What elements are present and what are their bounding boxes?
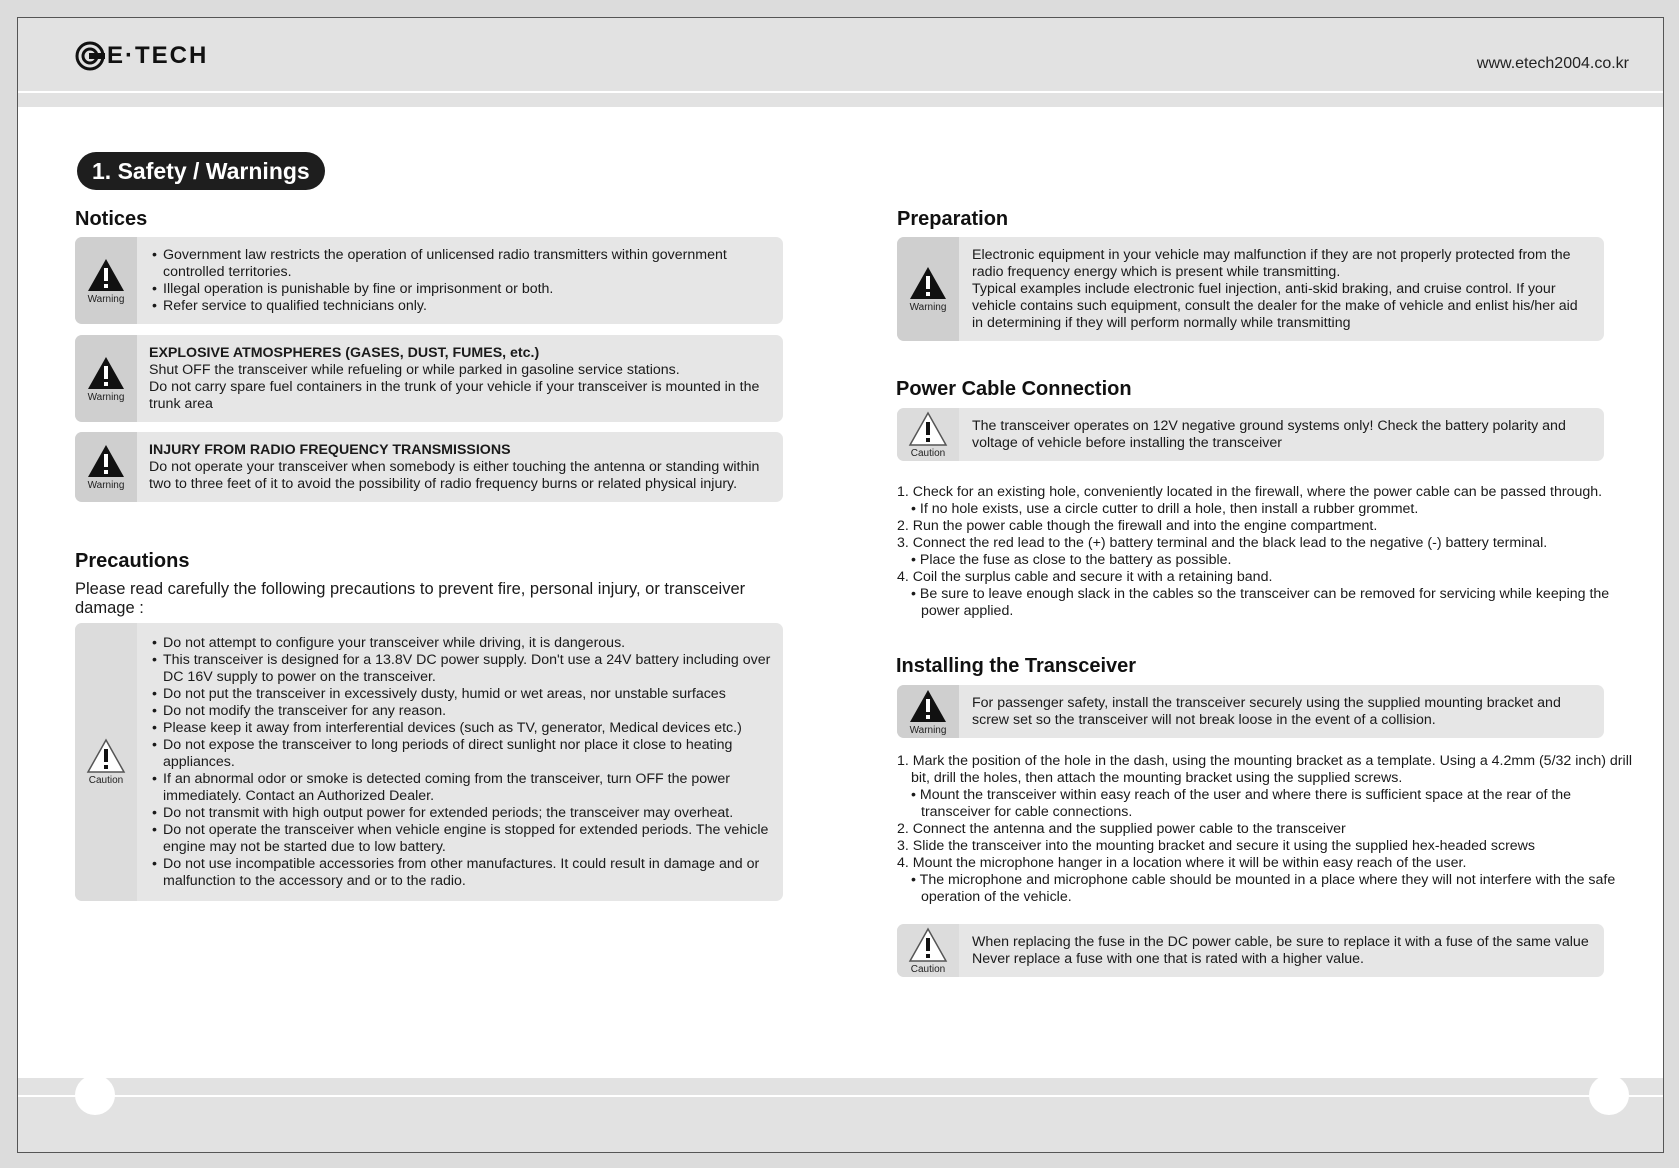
- list-item: • Please keep it away from interferential devices (such as TV, generator, Medical devices etc.): [149, 720, 771, 737]
- warning-icon: [908, 688, 948, 724]
- step-subitem: • The microphone and microphone cable should be mounted in a place where they will not interfere with the safe operation of the vehicle.: [897, 872, 1632, 906]
- header-band: [18, 18, 1663, 91]
- power-cable-caution-box: Caution The transceiver operates on 12V negative ground systems only! Check the battery polarity and voltage of vehicle before installing the transceiver: [897, 408, 1604, 461]
- notice-title: INJURY FROM RADIO FREQUENCY TRANSMISSIONS: [149, 441, 511, 458]
- fuse-caution-box: Caution When replacing the fuse in the DC power cable, be sure to replace it with a fuse of the same value Never replace a fuse with one that is rated with a higher value.: [897, 924, 1604, 977]
- warning-icon: [86, 257, 126, 293]
- website-url[interactable]: www.etech2004.co.kr: [1476, 55, 1629, 72]
- etech-logo-icon: [75, 41, 105, 71]
- warning-icon-cell: Warning: [75, 335, 137, 422]
- list-item: • Do not attempt to configure your transceiver while driving, it is dangerous.: [149, 635, 771, 652]
- precautions-heading: Precautions: [75, 550, 190, 572]
- section-title: 1. Safety / Warnings: [77, 152, 325, 190]
- footer-band: [18, 1078, 1663, 1095]
- list-item: • Refer service to qualified technicians only.: [149, 298, 771, 315]
- warning-icon-cell: Warning: [897, 237, 959, 341]
- step-subitem: • If no hole exists, use a circle cutter to drill a hole, then install a rubber grommet.: [897, 501, 1627, 518]
- warning-icon: [908, 265, 948, 301]
- warning-icon-cell: Warning: [897, 685, 959, 738]
- warning-icon-cell: Warning: [75, 432, 137, 502]
- page-number-left: [75, 1075, 115, 1115]
- step-item: 4. Coil the surplus cable and secure it with a retaining band.: [897, 569, 1273, 585]
- notice-box-explosive: Warning EXPLOSIVE ATMOSPHERES (GASES, DUST, FUMES, etc.) Shut OFF the transceiver while refueling or while parked in gasoline service stations. Do not carry spare fuel containers in the trunk of your vehicle if your transceiver is mounted in the trunk area: [75, 335, 783, 422]
- step-item: 3. Slide the transceiver into the mounting bracket and secure it using the supplied hex-headed screws: [897, 838, 1536, 854]
- caution-icon-cell: Caution: [897, 924, 959, 977]
- precautions-intro: Please read carefully the following precautions to prevent fire, personal injury, or transceiver damage :: [75, 580, 746, 617]
- step-item: 4. Mount the microphone hanger in a location where it will be within easy reach of the user.: [897, 855, 1467, 871]
- manual-page: [17, 17, 1664, 1153]
- notice-list: [149, 247, 771, 315]
- step-item: 2. Run the power cable though the firewall and into the engine compartment.: [897, 518, 1378, 534]
- list-item: • Government law restricts the operation of unlicensed radio transmitters within government controlled territories.: [149, 247, 771, 281]
- caution-icon-cell: Caution: [75, 623, 137, 901]
- power-cable-heading: Power Cable Connection: [896, 378, 1132, 400]
- power-cable-steps: [897, 484, 1627, 620]
- caution-icon: [86, 738, 126, 774]
- page-number-right: [1589, 1075, 1629, 1115]
- precautions-list: [149, 635, 771, 890]
- list-item: • Do not operate the transceiver when vehicle engine is stopped for extended periods. The vehicle engine may not be started due to low battery.: [149, 822, 771, 856]
- notices-heading: Notices: [75, 208, 148, 230]
- step-subitem: • Mount the transceiver within easy reach of the user and where there is sufficient space at the rear of the transceiver for cable connections.: [897, 787, 1632, 821]
- step-subitem: • Place the fuse as close to the battery as possible.: [897, 552, 1627, 569]
- notice-title: EXPLOSIVE ATMOSPHERES (GASES, DUST, FUMES, etc.): [149, 344, 540, 361]
- caution-icon: [908, 927, 948, 963]
- list-item: • Illegal operation is punishable by fine or imprisonment or both.: [149, 281, 771, 298]
- installing-warning-box: Warning For passenger safety, install the transceiver securely using the supplied mounting bracket and screw set so the transceiver will not break loose in the event of a collision.: [897, 685, 1604, 738]
- etech-logo: [75, 41, 208, 71]
- step-item: 3. Connect the red lead to the (+) battery terminal and the black lead to the negative (-) battery terminal.: [897, 535, 1548, 551]
- step-item: 2. Connect the antenna and the supplied power cable to the transceiver: [897, 821, 1346, 837]
- preparation-box: Warning Electronic equipment in your vehicle may malfunction if they are not properly protected from the radio frequency energy which is present while transmitting. Typical examples include electronic fuel injection, anti-skid braking, and cruise control. If your vehicle contains such equipment, consult the dealer for the make of vehicle and enlist his/her aid in determining if they will perform normally while transmitting: [897, 237, 1604, 341]
- warning-icon-cell: Warning: [75, 237, 137, 324]
- precautions-box: [75, 623, 783, 901]
- warning-icon: [86, 443, 126, 479]
- notice-box-rf: Warning INJURY FROM RADIO FREQUENCY TRANSMISSIONS Do not operate your transceiver when somebody is either touching the antenna or standing within two to three feet of it to avoid the possibility of radio frequency burns or related physical injury.: [75, 432, 783, 502]
- list-item: • This transceiver is designed for a 13.8V DC power supply. Don't use a 24V battery including over DC 16V supply to power on the transceiver.: [149, 652, 771, 686]
- notice-box-legal: [75, 237, 783, 324]
- installing-steps: [897, 753, 1632, 906]
- list-item: • Do not modify the transceiver for any reason.: [149, 703, 771, 720]
- step-item: 1. Mark the position of the hole in the dash, using the mounting bracket as a template. Using a 4.2mm (5/32 inch) drill bit, drill the holes, then attach the mounting bracket using the supplied screws.: [897, 753, 1632, 786]
- list-item: • Do not put the transceiver in excessively dusty, humid or wet areas, nor unstable surfaces: [149, 686, 771, 703]
- preparation-heading: Preparation: [897, 208, 1009, 230]
- logo-text: E·TECH: [107, 42, 209, 69]
- warning-icon: [86, 355, 126, 391]
- installing-heading: Installing the Transceiver: [896, 655, 1137, 677]
- list-item: • If an abnormal odor or smoke is detected coming from the transceiver, turn OFF the power immediately. Contact an Authorized Dealer.: [149, 771, 771, 805]
- caution-icon-cell: Caution: [897, 408, 959, 461]
- list-item: • Do not use incompatible accessories from other manufactures. It could result in damage and or malfunction to the accessory and or to the radio.: [149, 856, 771, 890]
- step-item: 1. Check for an existing hole, conveniently located in the firewall, where the power cable can be passed through.: [897, 484, 1603, 500]
- step-subitem: • Be sure to leave enough slack in the cables so the transceiver can be removed for servicing while keeping the power applied.: [897, 586, 1627, 620]
- list-item: • Do not transmit with high output power for extended periods; the transceiver may overheat.: [149, 805, 771, 822]
- caution-icon: [908, 411, 948, 447]
- list-item: • Do not expose the transceiver to long periods of direct sunlight nor place it close to heating appliances.: [149, 737, 771, 771]
